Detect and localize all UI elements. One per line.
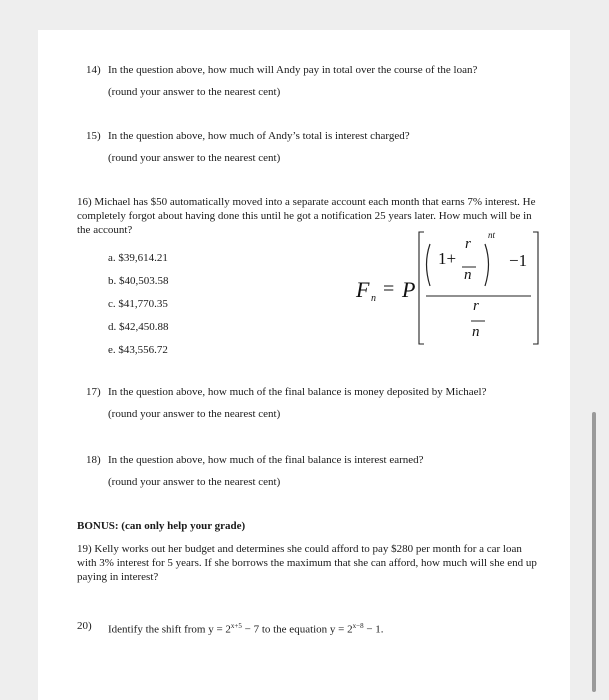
q16-option-a: a. $39,614.21: [108, 252, 168, 264]
bonus-heading: BONUS: (can only help your grade): [77, 520, 246, 532]
formula-brackets: [418, 226, 543, 351]
q18-note: (round your answer to the nearest cent): [108, 476, 281, 488]
q15-text: In the question above, how much of Andy’s total is interest charged?: [108, 130, 410, 142]
formula-subscript-n: n: [371, 293, 376, 304]
q14-number: 14): [86, 64, 101, 76]
formula-p: P: [402, 277, 416, 302]
q16-text: 16) Michael has $50 automatically moved into a separate account each month that earns 7% interest. He completely forgot about having done this until he got a notification 25 years later. How much will be in the account?: [77, 196, 536, 236]
q15-note: (round your answer to the nearest cent): [108, 152, 281, 164]
q20-exponent-1: x+5: [230, 622, 242, 630]
scrollbar[interactable]: [592, 412, 596, 692]
q20-text: [108, 619, 384, 637]
q20-prefix: Identify the shift from y = 2: [108, 623, 231, 636]
q18-number: 18): [86, 454, 101, 466]
q16-option-e: e. $43,556.72: [108, 344, 168, 356]
q20-exponent-2: x−8: [352, 622, 364, 630]
q17-note: (round your answer to the nearest cent): [108, 408, 281, 420]
worksheet-page: [38, 30, 570, 700]
q15-number: 15): [86, 130, 101, 142]
q14-note: (round your answer to the nearest cent): [108, 86, 281, 98]
formula-n-bottom: n: [472, 324, 480, 340]
q17-text: In the question above, how much of the final balance is money deposited by Michael?: [108, 386, 487, 398]
formula-one-plus: 1+: [438, 249, 457, 268]
formula-r-bottom: r: [473, 298, 479, 314]
q18-text: In the question above, how much of the final balance is interest earned?: [108, 454, 424, 466]
formula-equals: =: [383, 278, 395, 300]
formula-minus-one: −1: [509, 251, 528, 270]
formula-r-top: r: [465, 236, 471, 252]
q16-option-b: b. $40,503.58: [108, 275, 169, 287]
q20-number: 20): [77, 620, 92, 632]
formula-exponent-nt: nt: [488, 230, 496, 240]
q14-text: In the question above, how much will Andy pay in total over the course of the loan?: [108, 64, 478, 76]
q16-option-c: c. $41,770.35: [108, 298, 168, 310]
q16-option-d: d. $42,450.88: [108, 321, 169, 333]
formula-n-top: n: [464, 267, 472, 283]
q20-middle: − 7 to the equation y = 2: [241, 623, 353, 636]
q17-number: 17): [86, 386, 101, 398]
q20-suffix: − 1.: [363, 623, 384, 636]
formula-f: F: [356, 277, 370, 302]
q19-text: 19) Kelly works out her budget and determines she could afford to pay $280 per month for a car loan with 3% interest for 5 years. If she borrows the maximum that she can afford, how much will she end up paying in interest?: [77, 543, 537, 583]
